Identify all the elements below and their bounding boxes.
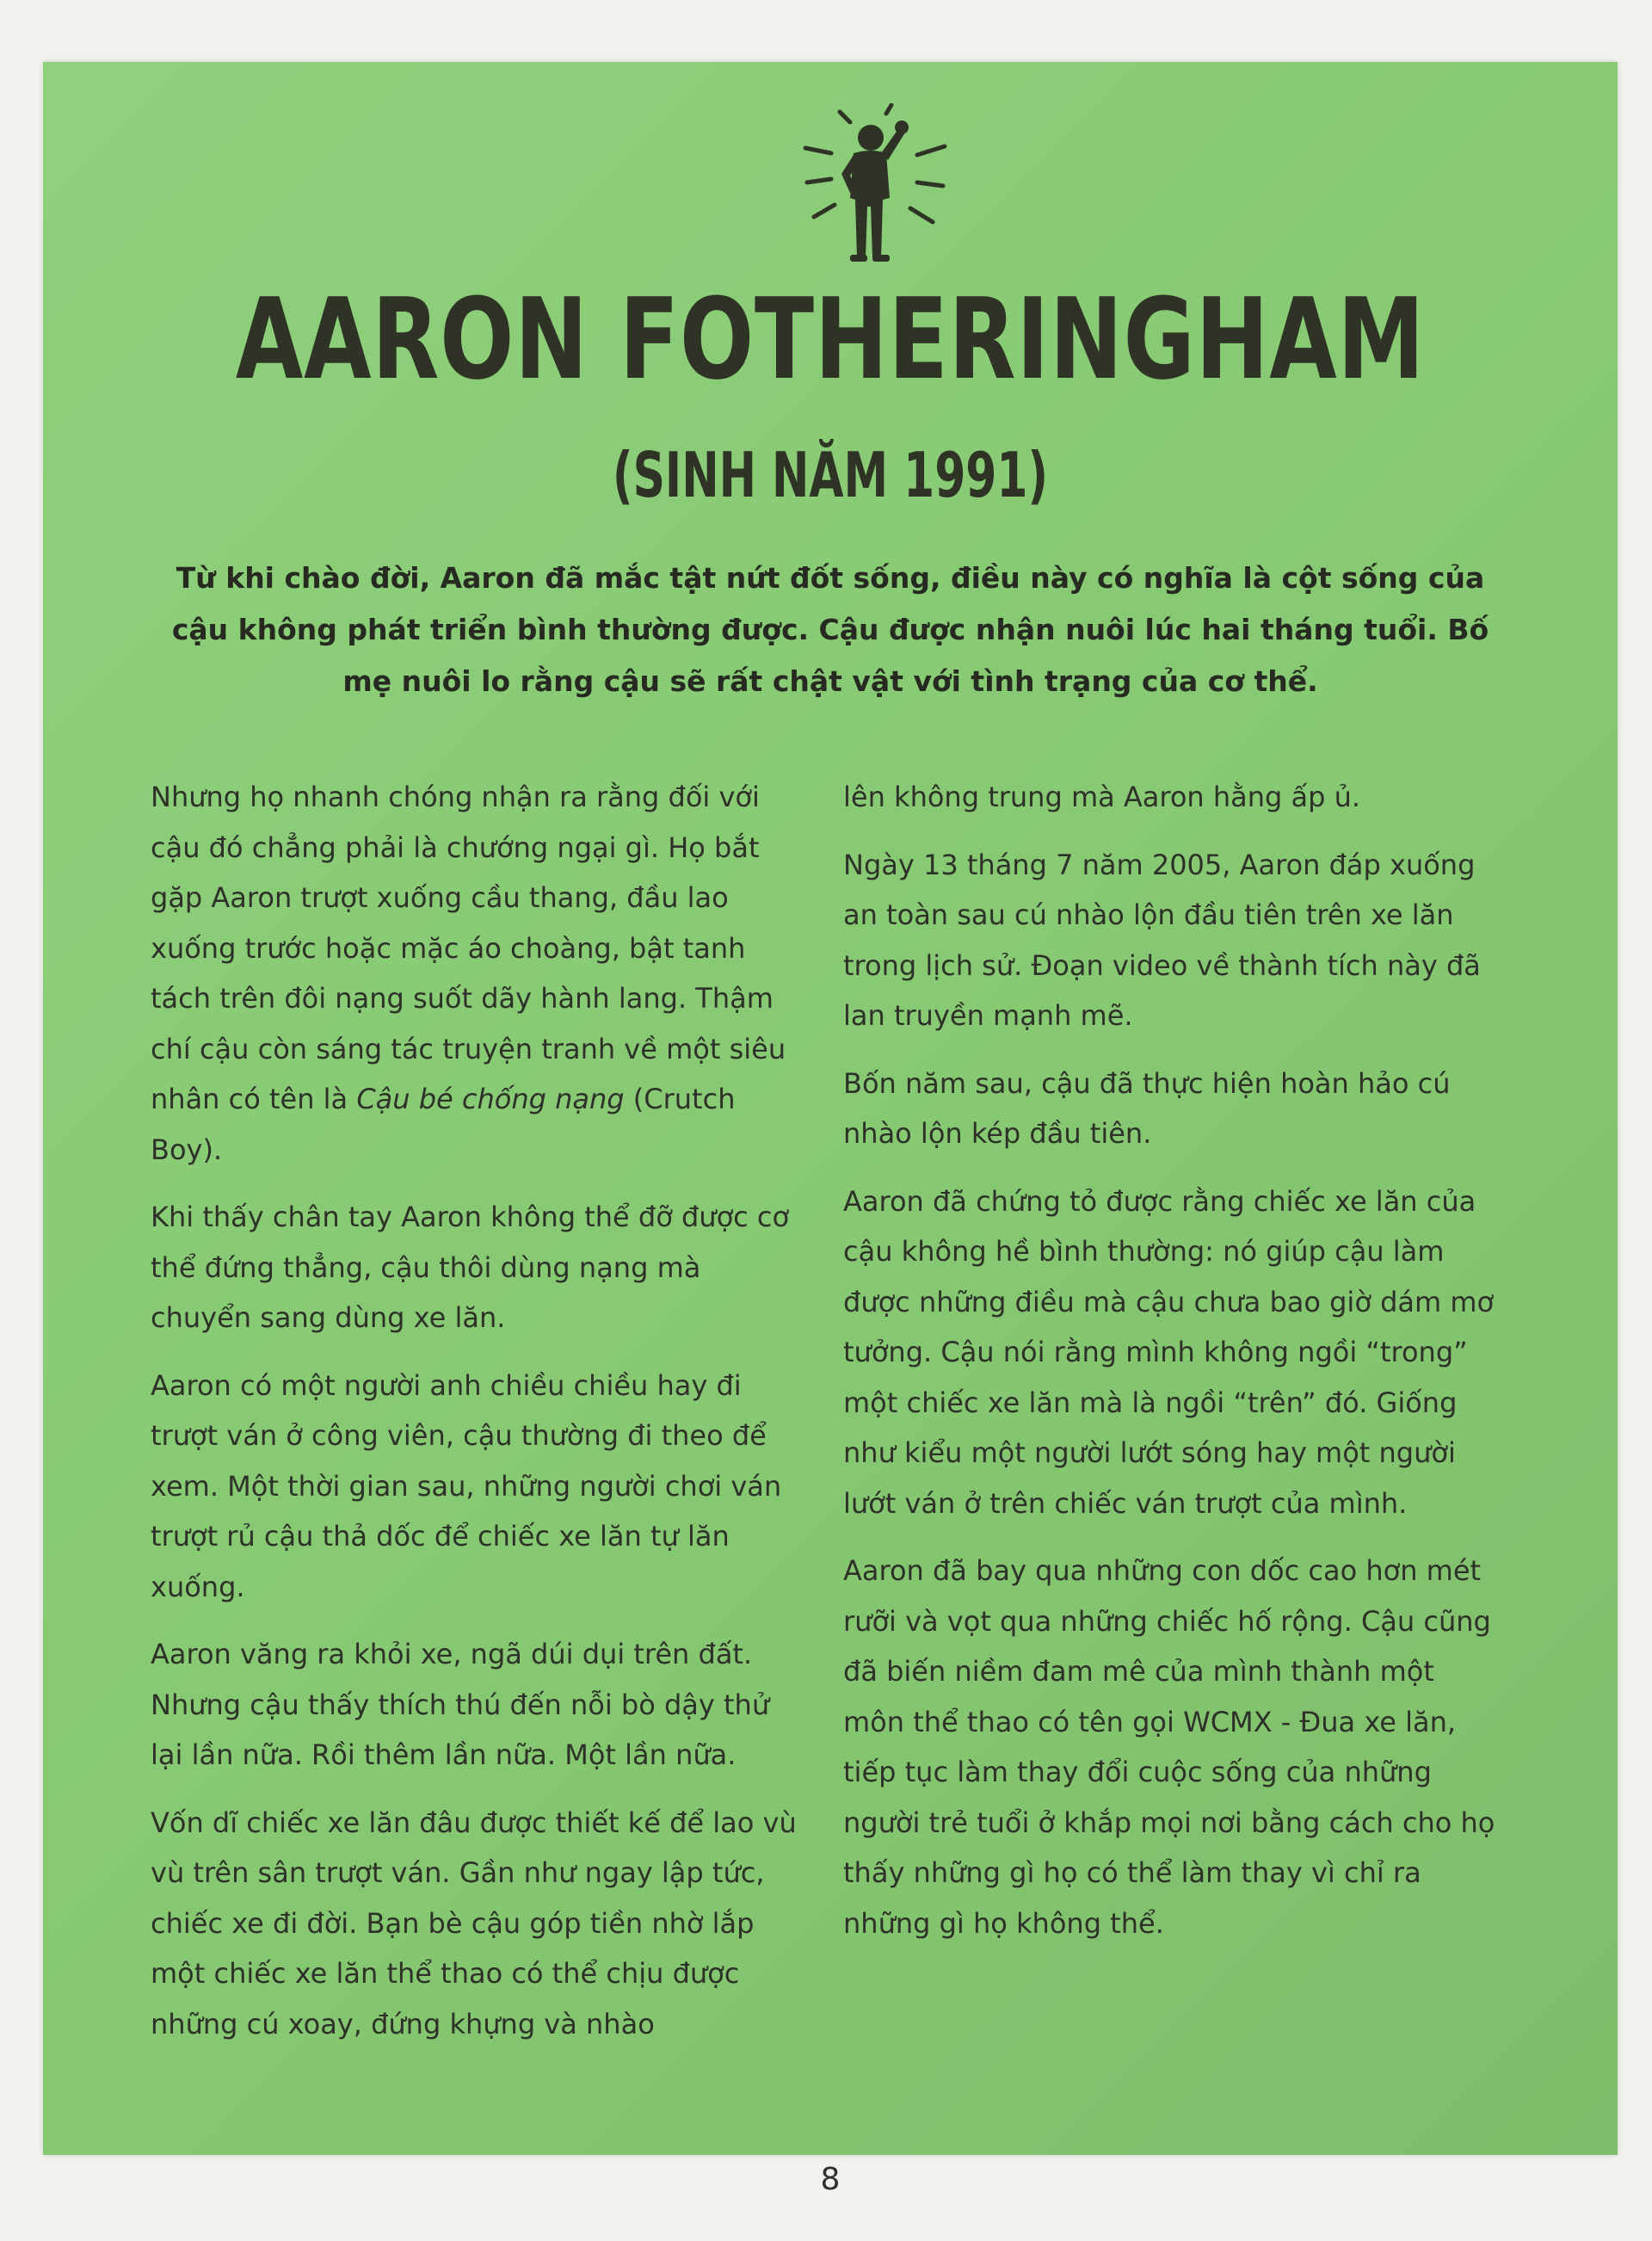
right-column	[843, 772, 1497, 1966]
paragraph: Aaron đã bay qua những con dốc cao hơn mét rưỡi và vọt qua những chiếc hố rộng. Cậu cũng đã biến niềm đam mê của mình thành một môn thể thao có tên gọi WCMX - Đua xe lăn, tiếp tục làm thay đổi cuộc sống của những người trẻ tuổi ở khắp mọi nơi bằng cách cho họ thấy những gì họ có thể làm thay vì chỉ ra những gì họ không thể.	[843, 1554, 1495, 1940]
birth-year-subtitle: (SINH NĂM 1991)	[612, 439, 1049, 511]
paragraph: Ngày 13 tháng 7 năm 2005, Aaron đáp xuống an toàn sau cú nhào lộn đầu tiên trên xe lăn trong lịch sử. Đoạn video về thành tích này đã lan truyền mạnh mẽ.	[843, 848, 1481, 1032]
paragraph: Aaron đã chứng tỏ được rằng chiếc xe lăn của cậu không hề bình thường: nó giúp cậu làm được những điều mà cậu chưa bao giờ dám mơ tưởng. Cậu nói rằng mình không ngồi “trong” một chiếc xe lăn mà là ngồi “trên” đó. Giống như kiểu một người lướt sóng hay một người lướt ván ở trên chiếc ván trượt của mình.	[843, 1184, 1495, 1520]
left-column	[151, 772, 804, 2066]
paragraph-text: Nhưng họ nhanh chóng nhận ra rằng đối với cậu đó chẳng phải là chướng ngại gì. Họ bắt gặp Aaron trượt xuống cầu thang, đầu lao xuống trước hoặc mặc áo choàng, bật tanh tách trên đôi nạng suốt dãy hành lang. Thậm chí cậu còn sáng tác truyện tranh về một siêu nhân có tên là	[151, 781, 786, 1115]
celebrating-person-icon	[797, 103, 952, 267]
paragraph: Aaron văng ra khỏi xe, ngã dúi dụi trên đất. Nhưng cậu thấy thích thú đến nỗi bò dậy thử lại lần nữa. Rồi thêm lần nữa. Một lần nữa.	[151, 1638, 770, 1771]
intro-paragraph: Từ khi chào đời, Aaron đã mắc tật nứt đốt sống, điều này có nghĩa là cột sống của cậu không phát triển bình thường được. Cậu được nhận nuôi lúc hai tháng tuổi. Bố mẹ nuôi lo rằng cậu sẽ rất chật vật với tình trạng của cơ thể.	[171, 561, 1489, 698]
paragraph: Vốn dĩ chiếc xe lăn đâu được thiết kế để lao vù vù trên sân trượt ván. Gần như ngay lập tức, chiếc xe đi đời. Bạn bè cậu góp tiền nhờ lắp một chiếc xe lăn thể thao có thể chịu được những cú xoay, đứng khựng và nhào	[151, 1806, 797, 2040]
page-number: 8	[820, 2162, 841, 2197]
comic-title: Cậu bé chống nạng	[356, 1083, 625, 1115]
paragraph: Khi thấy chân tay Aaron không thể đỡ được cơ thể đứng thẳng, cậu thôi dùng nạng mà chuyển sang dùng xe lăn.	[151, 1201, 790, 1334]
book-page	[43, 62, 1618, 2197]
paragraph-text: (Crutch Boy).	[151, 1083, 736, 1166]
paragraph: lên không trung mà Aaron hằng ấp ủ.	[843, 781, 1361, 813]
paragraph	[151, 772, 804, 1175]
page-title: AARON FOTHERINGHAM	[235, 274, 1426, 404]
paragraph: Aaron có một người anh chiều chiều hay đi trượt ván ở công viên, cậu thường đi theo để xem. Một thời gian sau, những người chơi ván trượt rủ cậu thả dốc để chiếc xe lăn tự lăn xuống.	[151, 1368, 782, 1603]
paragraph: Bốn năm sau, cậu đã thực hiện hoàn hảo cú nhào lộn kép đầu tiên.	[843, 1066, 1451, 1150]
